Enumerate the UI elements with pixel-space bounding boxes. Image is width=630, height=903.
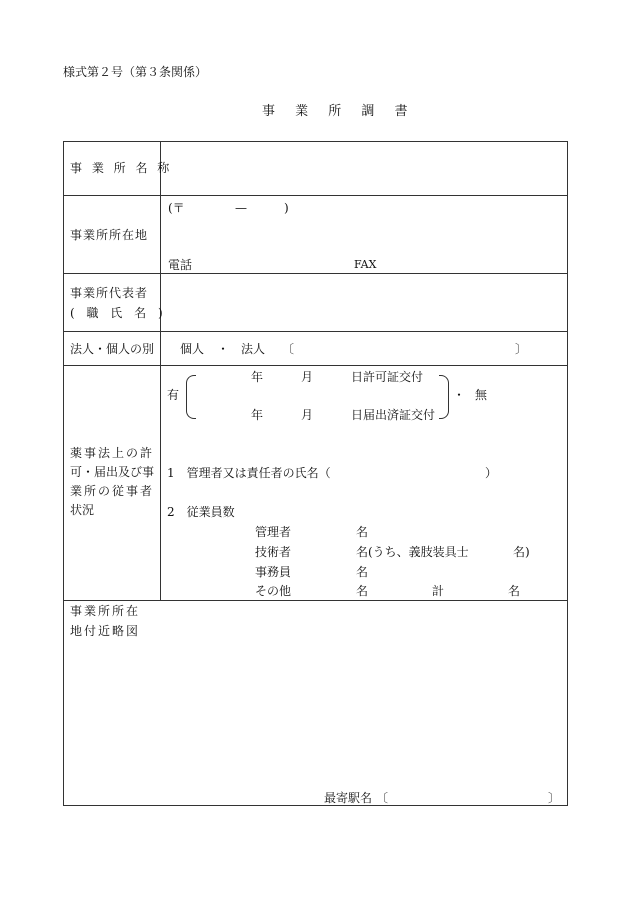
station-name-field[interactable] — [392, 787, 547, 807]
phone-label: 電話 — [168, 258, 193, 272]
entity-separator: ・ — [217, 342, 230, 356]
office-address-field[interactable] — [162, 197, 566, 271]
corporate-bracket-close: 〕 — [515, 342, 528, 356]
row-divider-3 — [64, 331, 567, 332]
license-label-3: 業所の従事者 — [70, 484, 155, 498]
row-divider-1 — [64, 195, 567, 196]
license-label-4: 状況 — [70, 503, 95, 517]
office-address-label: 事業所所在地 — [70, 228, 149, 242]
license-none[interactable]: 無 — [475, 388, 488, 402]
station-label: 最寄駅名 — [324, 791, 373, 805]
station-bracket-open: 〔 — [376, 791, 389, 805]
emp-other-unit: 名 — [356, 584, 369, 598]
corporate-name-field[interactable] — [298, 338, 514, 360]
manager-name-item: 1 管理者又は責任者の氏名（ — [167, 466, 331, 480]
representative-field[interactable] — [162, 275, 566, 329]
office-name-label: 事 業 所 名 称 — [70, 161, 173, 175]
permit-year: 年 — [251, 370, 264, 384]
station-bracket-close: 〕 — [548, 791, 561, 805]
row-divider-2 — [64, 273, 567, 274]
license-label-1: 薬事法上の許 — [70, 446, 155, 460]
postal-dash: — — [235, 201, 247, 215]
entity-type-label: 法人・個人の別 — [70, 342, 155, 356]
none-separator: ・ — [453, 388, 466, 402]
license-has[interactable]: 有 — [167, 388, 180, 402]
option-individual[interactable]: 個人 — [180, 342, 205, 356]
left-brace — [186, 375, 196, 419]
map-label-2: 地付近略図 — [70, 624, 141, 638]
row-divider-5 — [64, 600, 567, 601]
representative-label: 事業所代表者 — [70, 286, 149, 300]
manager-name-close: ） — [485, 466, 498, 480]
emp-other-label: その他 — [255, 584, 292, 598]
representative-title-label: ( 職 氏 名 ) — [70, 306, 167, 320]
notice-month: 月 — [301, 408, 314, 422]
technician-note: 名(うち、義肢装具士 — [356, 545, 469, 559]
notice-year: 年 — [251, 408, 264, 422]
license-label-2: 可・届出及び事 — [70, 465, 155, 479]
map-label-1: 事業所所在 — [70, 604, 141, 618]
form-number: 様式第２号（第３条関係） — [63, 65, 208, 79]
corporate-bracket-open: 〔 — [282, 342, 295, 356]
label-column-divider — [160, 142, 161, 600]
postal-open: (〒 — [168, 201, 185, 215]
map-drawing-area[interactable] — [164, 604, 564, 784]
emp-clerk-label: 事務員 — [255, 565, 292, 579]
permit-text: 日許可証交付 — [351, 370, 424, 384]
option-corporate[interactable]: 法人 — [241, 342, 266, 356]
fax-label: FAX — [354, 258, 377, 271]
right-brace — [439, 375, 449, 419]
office-name-field[interactable] — [162, 143, 566, 193]
employees-item: 2 従業員数 — [167, 505, 235, 519]
postal-close: ) — [284, 201, 289, 215]
total-label: 計 — [432, 584, 445, 598]
emp-manager-label: 管理者 — [255, 525, 292, 539]
technician-note-close: 名) — [513, 545, 530, 559]
manager-name-field[interactable] — [339, 462, 484, 484]
emp-manager-unit: 名 — [356, 525, 369, 539]
permit-month: 月 — [301, 370, 314, 384]
notice-text: 日届出済証交付 — [351, 408, 436, 422]
emp-technician-label: 技術者 — [255, 545, 292, 559]
emp-clerk-unit: 名 — [356, 565, 369, 579]
office-survey-form — [63, 141, 568, 806]
total-unit: 名 — [508, 584, 521, 598]
page-title: 事 業 所 調 書 — [262, 104, 416, 119]
row-divider-4 — [64, 365, 567, 366]
